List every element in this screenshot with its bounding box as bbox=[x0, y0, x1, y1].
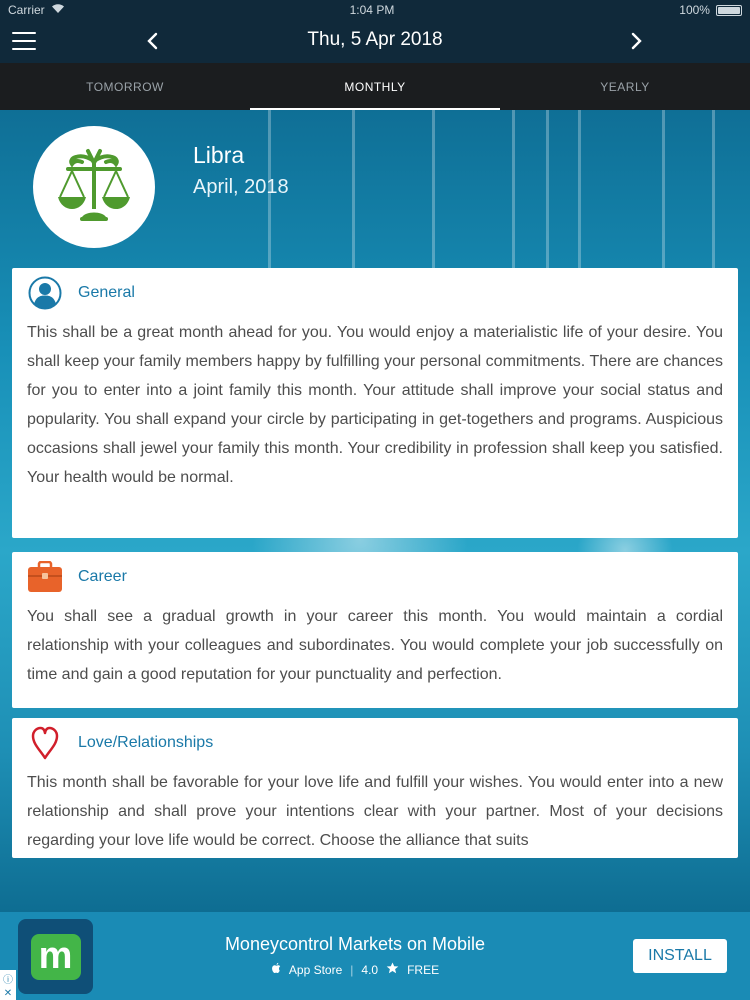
career-card-header bbox=[27, 562, 723, 592]
libra-scales-icon bbox=[52, 147, 136, 227]
ad-choices[interactable] bbox=[0, 970, 16, 1000]
wifi-icon bbox=[51, 3, 65, 17]
general-card-header bbox=[27, 278, 723, 308]
battery-fill bbox=[718, 7, 740, 14]
ad-divider: | bbox=[350, 962, 354, 977]
star-icon bbox=[386, 962, 399, 977]
career-text: You shall see a gradual growth in your career this month. You would maintain a cordial relationship with your colleagues and subordinates. You would complete your job successfully on time and gain a good reputation for your punctuality and perfection. bbox=[27, 608, 723, 683]
general-text: This shall be a great month ahead for you. You would enjoy a materialistic life of your desire. You shall keep your family members happy by fulfilling your personal commitments. There are chances for you to enter into a joint family this month. Your attitude shall improve your social status and popularity. You shall expand your circle by participating in get-togethers and programs. Auspicious occasions shall jewel your family this month. Your credibility in profession shall keep you satisfied. Your health would be normal. bbox=[27, 324, 723, 486]
sign-period: April, 2018 bbox=[193, 176, 289, 198]
ad-title[interactable]: Moneycontrol Markets on Mobile bbox=[224, 934, 486, 954]
status-right bbox=[679, 3, 742, 17]
close-icon[interactable]: ✕ bbox=[3, 988, 13, 999]
battery-percent: 100% bbox=[679, 3, 710, 17]
love-text: This month shall be favorable for your love life and fulfill your wishes. You would enter into a new relationship and shall prove your intentions clear with your partner. Most of your decisions regarding your love life would be correct. Choose the alliance that suits bbox=[27, 774, 723, 849]
chevron-right-icon bbox=[631, 32, 643, 50]
ad-banner[interactable] bbox=[0, 912, 750, 1000]
ad-price: FREE bbox=[407, 962, 440, 977]
briefcase-icon bbox=[27, 559, 63, 595]
nav-bar bbox=[0, 20, 750, 63]
ad-meta bbox=[190, 962, 520, 977]
general-card bbox=[12, 268, 738, 538]
next-date-button[interactable] bbox=[622, 26, 652, 56]
person-icon bbox=[27, 275, 63, 311]
ad-rating: 4.0 bbox=[361, 962, 379, 977]
ad-app-logo[interactable] bbox=[18, 919, 93, 994]
apple-icon bbox=[271, 962, 281, 977]
battery-icon bbox=[716, 5, 742, 16]
love-card bbox=[12, 718, 738, 858]
date-title: Thu, 5 Apr 2018 bbox=[307, 29, 443, 50]
ad-logo-letter: m bbox=[31, 934, 81, 980]
install-button[interactable]: INSTALL bbox=[633, 939, 727, 973]
tab-yearly[interactable]: YEARLY bbox=[600, 79, 650, 94]
horoscope-content bbox=[0, 110, 750, 912]
sign-name: Libra bbox=[193, 142, 245, 168]
libra-sign-badge bbox=[33, 126, 155, 248]
general-title: General bbox=[78, 284, 135, 301]
ad-store: App Store bbox=[288, 962, 343, 977]
heart-icon bbox=[27, 725, 63, 761]
love-card-header bbox=[27, 728, 723, 758]
career-card bbox=[12, 552, 738, 708]
career-title: Career bbox=[78, 568, 127, 585]
status-bar bbox=[0, 0, 750, 20]
love-title: Love/Relationships bbox=[78, 734, 214, 751]
period-tabs bbox=[0, 63, 750, 110]
info-icon[interactable]: ⓘ bbox=[3, 975, 13, 986]
sign-header bbox=[0, 110, 750, 270]
status-left bbox=[8, 3, 65, 17]
tab-tomorrow[interactable]: TOMORROW bbox=[86, 79, 164, 94]
status-time: 1:04 PM bbox=[349, 3, 395, 17]
carrier-label: Carrier bbox=[8, 3, 45, 17]
tab-monthly[interactable]: MONTHLY bbox=[250, 63, 500, 110]
